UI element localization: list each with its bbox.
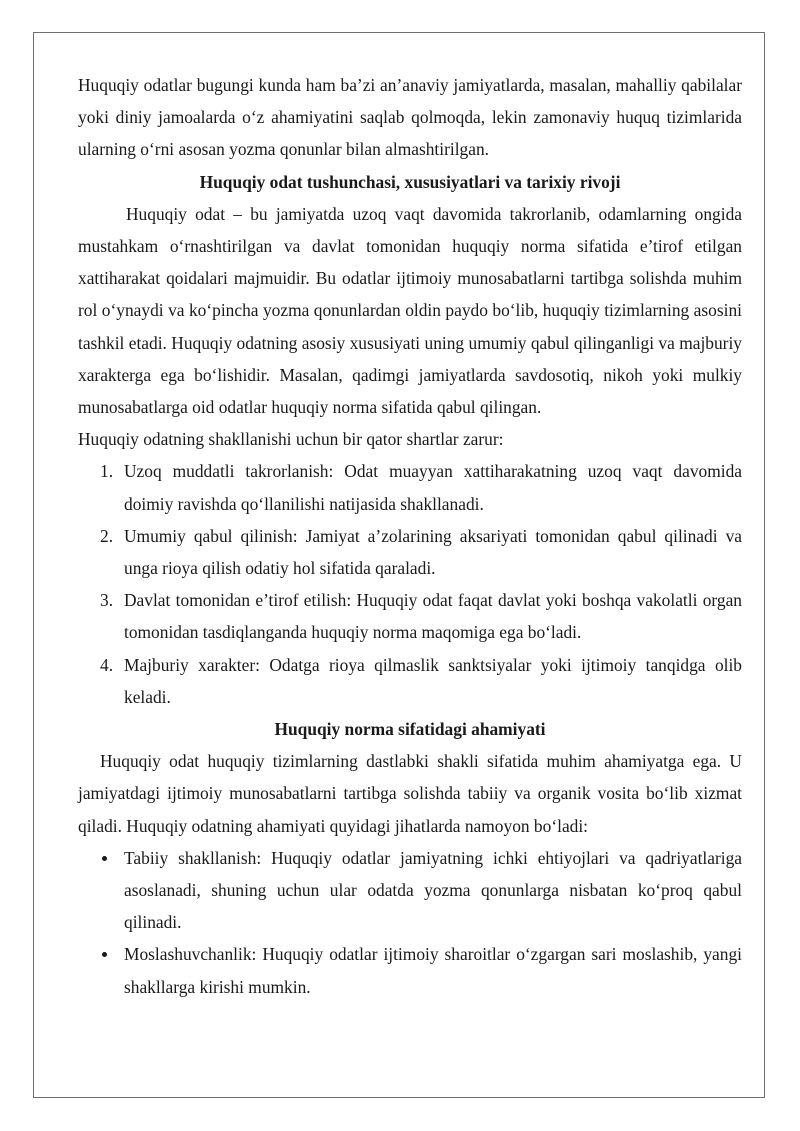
list-item-text: Uzoq muddatli takrorlanish: Odat muayyan xattiharakatning uzoq vaqt davomida doimiy ravishda qo‘llanilishi natijasida shakllanadi.	[124, 461, 742, 514]
list-number: 1.	[100, 461, 114, 482]
bullet-dot-icon	[102, 856, 107, 861]
concept-paragraph: Huquqiy odat – bu jamiyatda uzoq vaqt davomida takrorlanib, odamlarning ongida mustahkam o‘rnashtirilgan va davlat tomonidan huquqiy norma sifatida e’tirof etilgan xattiharakat qoidalari majmuidir. Bu odatlar ijtimoiy munosabatlarni tartibga solishda muhim rol o‘ynaydi va ko‘pincha yozma qonunlardan oldin paydo bo‘lib, huquqiy tizimlarning asosini tashkil etadi. Huquqiy odatning asosiy xususiyati uning umumiy qabul qilinganligi va majburiy xarakterga ega bo‘lishidir. Masalan, qadimgi jamiyatlarda savdosotiq, nikoh yoki mulkiy munosabatlarga oid odatlar huquqiy norma sifatida qabul qilingan.	[78, 203, 742, 418]
list-item-text: Umumiy qabul qilinish: Jamiyat a’zolarining aksariyati tomonidan qabul qilinadi va unga rioya qilish odatiy hol sifatida qaraladi.	[124, 525, 742, 579]
list-item	[78, 649, 742, 713]
conditions-list	[78, 455, 742, 713]
list-number: 4.	[100, 654, 114, 675]
list-number: 2.	[100, 525, 114, 546]
significance-bullets	[78, 842, 742, 1003]
significance-paragraph: Huquqiy odat huquqiy tizimlarning dastlabki shakli sifatida muhim ahamiyatga ega. U jamiyatdagi ijtimoiy munosabatlarni tartibga solishda tabiiy va organik vosita bo‘lib xizmat qiladi. Huquqiy odatning ahamiyati quyidagi jihatlarda namoyon bo‘ladi:	[78, 751, 742, 836]
list-number: 3.	[100, 590, 114, 611]
list-item-text: Davlat tomonidan e’tirof etilish: Huquqiy odat faqat davlat yoki boshqa vakolatli organ tomonidan tasdiqlanganda huquqiy norma maqomiga ega bo‘ladi.	[124, 590, 742, 643]
conditions-intro: Huquqiy odatning shakllanishi uchun bir qator shartlar zarur:	[78, 429, 504, 450]
section-heading-significance: Huquqiy norma sifatidagi ahamiyati	[274, 719, 546, 740]
section-heading-concept: Huquqiy odat tushunchasi, xususiyatlari va tarixiy rivoji	[199, 171, 621, 192]
bullet-dot-icon	[102, 952, 107, 957]
list-item-text: Majburiy xarakter: Odatga rioya qilmaslik sanktsiyalar yoki ijtimoiy tanqidga olib keladi.	[124, 654, 742, 707]
bullet-text: Tabiiy shakllanish: Huquqiy odatlar jamiyatning ichki ehtiyojlari va qadriyatlariga asoslanadi, shuning uchun ular odatda yozma qonunlarga nisbatan ko‘proq qabul qilinadi.	[124, 847, 742, 933]
list-item	[78, 455, 742, 519]
bullet-item	[78, 938, 742, 1002]
list-item	[78, 520, 742, 584]
list-item	[78, 584, 742, 648]
bullet-text: Moslashuvchanlik: Huquqiy odatlar ijtimoiy sharoitlar o‘zgargan sari moslashib, yangi shakllarga kirishi mumkin.	[124, 944, 742, 997]
document-body	[78, 69, 742, 1003]
bullet-item	[78, 842, 742, 939]
intro-paragraph: Huquqiy odatlar bugungi kunda ham ba’zi an’anaviy jamiyatlarda, masalan, mahalliy qabilalar yoki diniy jamoalarda o‘z ahamiyatini saqlab qolmoqda, lekin zamonaviy huquq tizimlarida ularning o‘rni asosan yozma qonunlar bilan almashtirilgan.	[78, 75, 742, 160]
